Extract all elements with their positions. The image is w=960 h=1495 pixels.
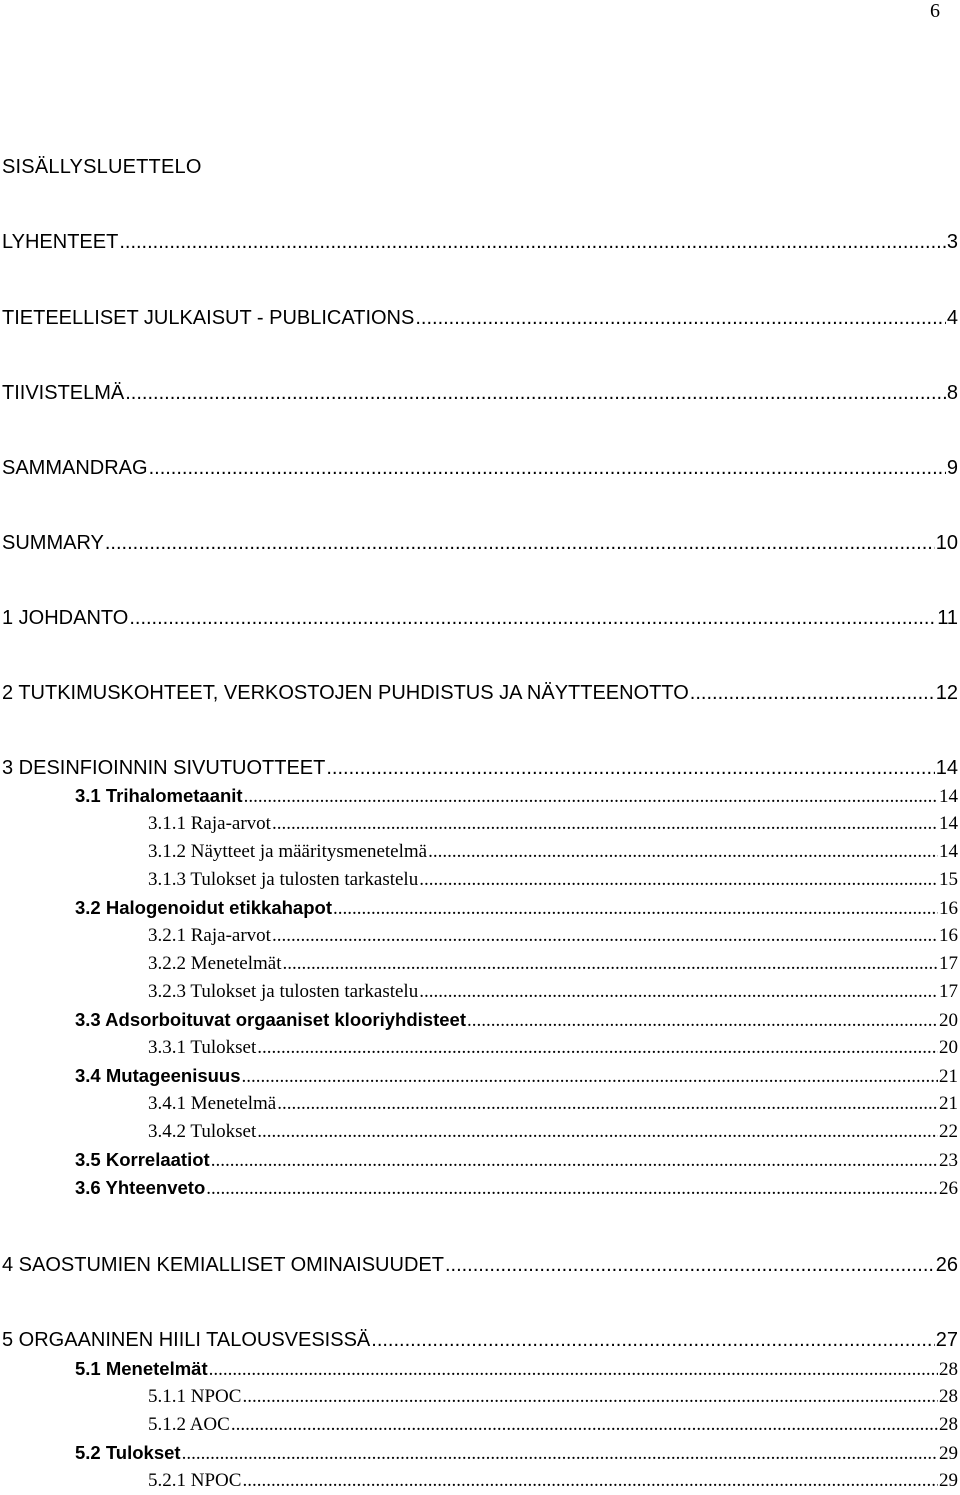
dot-leader [211, 1150, 938, 1172]
toc-entry-page: 21 [939, 1093, 958, 1114]
dot-leader [129, 607, 936, 630]
toc-entry-page: 10 [935, 532, 958, 554]
toc-entry-3-4-2[interactable] [148, 1121, 958, 1143]
toc-entry-page: 16 [939, 898, 958, 919]
toc-entry-page: 26 [939, 1178, 958, 1199]
toc-entry-label: 3.4 Mutageenisuus [75, 1065, 241, 1086]
dot-leader [419, 869, 938, 891]
toc-entry-3-6[interactable] [75, 1177, 958, 1200]
dot-leader [244, 786, 938, 808]
toc-entry-page: 28 [939, 1414, 958, 1435]
dot-leader [182, 1443, 938, 1465]
toc-entry-publications[interactable] [2, 307, 958, 330]
toc-entry-5-2[interactable] [75, 1442, 958, 1465]
toc-entry-5-1-1[interactable] [148, 1386, 958, 1408]
toc-entry-page: 14 [939, 786, 958, 807]
toc-entry-page: 20 [939, 1037, 958, 1058]
toc-entry-label: 3.6 Yhteenveto [75, 1177, 206, 1198]
toc-entry-tutkimuskohteet[interactable] [2, 682, 958, 705]
dot-leader [277, 1093, 938, 1115]
toc-entry-label: 3.1.3 Tulokset ja tulosten tarkastelu [148, 869, 419, 890]
dot-leader [257, 1037, 938, 1059]
toc-entry-5-1-2[interactable] [148, 1414, 958, 1436]
toc-entry-label: SAMMANDRAG [2, 457, 148, 479]
dot-leader [283, 953, 939, 975]
toc-entry-page: 11 [937, 607, 958, 629]
toc-entry-page: 20 [939, 1010, 958, 1031]
toc-entry-3-2-2[interactable] [148, 953, 958, 975]
toc-entry-page: 28 [939, 1386, 958, 1407]
toc-entry-lyhenteet[interactable] [2, 231, 958, 254]
toc-entry-label: 5.2.1 NPOC [148, 1470, 242, 1491]
dot-leader [445, 1254, 935, 1277]
toc-entry-label: 3.5 Korrelaatiot [75, 1149, 210, 1170]
toc-entry-label: 3.3.1 Tulokset [148, 1037, 257, 1058]
toc-entry-page: 17 [939, 953, 958, 974]
toc-entry-3-1-1[interactable] [148, 813, 958, 835]
toc-entry-label: 3.1.1 Raja-arvot [148, 813, 271, 834]
toc-entry-label: 3.2 Halogenoidut etikkahapot [75, 897, 332, 918]
dot-leader [206, 1178, 938, 1200]
dot-leader [105, 532, 935, 555]
dot-leader [242, 1386, 938, 1408]
toc-entry-page: 14 [939, 813, 958, 834]
toc-entry-label: 3.2.1 Raja-arvot [148, 925, 271, 946]
dot-leader [209, 1359, 938, 1381]
toc-entry-page: 12 [935, 682, 958, 704]
toc-entry-label: 1 JOHDANTO [2, 607, 129, 629]
toc-entry-page: 15 [939, 869, 958, 890]
toc-entry-page: 23 [939, 1150, 958, 1171]
toc-entry-label: 3.1.2 Näytteet ja määritysmenetelmä [148, 841, 428, 862]
toc-entry-saostumien[interactable] [2, 1254, 958, 1277]
toc-entry-summary[interactable] [2, 532, 958, 555]
dot-leader [333, 898, 938, 920]
toc-entry-5-2-1[interactable] [148, 1470, 958, 1492]
toc-entry-label: LYHENTEET [2, 231, 119, 253]
toc-entry-label: 3.1 Trihalometaanit [75, 785, 243, 806]
toc-entry-page: 29 [939, 1470, 958, 1491]
toc-entry-page: 14 [935, 757, 958, 779]
toc-entry-johdanto[interactable] [2, 607, 958, 630]
toc-entry-5-1[interactable] [75, 1358, 958, 1381]
toc-entry-label: 5.2 Tulokset [75, 1442, 181, 1463]
toc-entry-page: 28 [939, 1359, 958, 1380]
toc-entry-3-4-1[interactable] [148, 1093, 958, 1115]
toc-title: SISÄLLYSLUETTELO [2, 156, 202, 178]
dot-leader [419, 981, 938, 1003]
dot-leader [272, 925, 938, 947]
toc-entry-3-1[interactable] [75, 785, 958, 808]
toc-entry-3-2-1[interactable] [148, 925, 958, 947]
toc-entry-label: 4 SAOSTUMIEN KEMIALLISET OMINAISUUDET [2, 1254, 444, 1276]
toc-entry-desinfioinnin-sivutuotteet[interactable] [2, 757, 958, 780]
toc-entry-3-3[interactable] [75, 1009, 958, 1032]
toc-entry-3-5[interactable] [75, 1149, 958, 1172]
toc-entry-label: 3 DESINFIOINNIN SIVUTUOTTEET [2, 757, 326, 779]
toc-entry-page: 4 [946, 307, 958, 329]
toc-entry-page: 21 [939, 1066, 958, 1087]
dot-leader [257, 1121, 938, 1143]
dot-leader [415, 307, 946, 330]
toc-entry-3-1-2[interactable] [148, 841, 958, 863]
toc-entry-label: 3.3 Adsorboituvat orgaaniset klooriyhdisteet [75, 1009, 466, 1030]
toc-entry-page: 22 [939, 1121, 958, 1142]
dot-leader [242, 1470, 938, 1492]
toc-entry-page: 14 [939, 841, 958, 862]
toc-entry-label: 5.1.2 AOC [148, 1414, 230, 1435]
toc-entry-label: 3.4.1 Menetelmä [148, 1093, 277, 1114]
dot-leader [149, 457, 946, 480]
toc-entry-label: 5 ORGAANINEN HIILI TALOUSVESISSÄ [2, 1329, 371, 1351]
toc-entry-3-2[interactable] [75, 897, 958, 920]
toc-entry-page: 8 [946, 382, 958, 404]
dot-leader [119, 231, 946, 254]
toc-entry-label: 2 TUTKIMUSKOHTEET, VERKOSTOJEN PUHDISTUS JA NÄYTTEENOTTO [2, 682, 689, 704]
dot-leader [326, 757, 934, 780]
toc-entry-label: TIIVISTELMÄ [2, 382, 125, 404]
dot-leader [125, 382, 946, 405]
toc-entry-page: 9 [946, 457, 958, 479]
dot-leader [231, 1414, 938, 1436]
dot-leader [242, 1066, 938, 1088]
toc-entry-page: 3 [946, 231, 958, 253]
dot-leader [371, 1329, 934, 1352]
dot-leader [467, 1010, 938, 1032]
page-number: 6 [930, 0, 940, 22]
toc-entry-page: 29 [939, 1443, 958, 1464]
toc-entry-label: 3.2.3 Tulokset ja tulosten tarkastelu [148, 981, 419, 1002]
toc-entry-page: 16 [939, 925, 958, 946]
toc-entry-label: SUMMARY [2, 532, 104, 554]
dot-leader [272, 813, 938, 835]
dot-leader [690, 682, 935, 705]
toc-entry-page: 17 [939, 981, 958, 1002]
toc-entry-3-1-3[interactable] [148, 869, 958, 891]
toc-entry-3-3-1[interactable] [148, 1037, 958, 1059]
toc-entry-page: 26 [935, 1254, 958, 1276]
toc-entry-label: 5.1 Menetelmät [75, 1358, 208, 1379]
toc-entry-label: 3.2.2 Menetelmät [148, 953, 282, 974]
toc-entry-label: TIETEELLISET JULKAISUT - PUBLICATIONS [2, 307, 415, 329]
toc-entry-3-2-3[interactable] [148, 981, 958, 1003]
toc-entry-label: 3.4.2 Tulokset [148, 1121, 257, 1142]
toc-entry-sammandrag[interactable] [2, 457, 958, 480]
toc-entry-page: 27 [935, 1329, 958, 1351]
toc-entry-3-4[interactable] [75, 1065, 958, 1088]
dot-leader [428, 841, 938, 863]
toc-entry-orgaaninen-hiili[interactable] [2, 1329, 958, 1352]
toc-entry-tiivistelma[interactable] [2, 382, 958, 405]
toc-entry-label: 5.1.1 NPOC [148, 1386, 242, 1407]
